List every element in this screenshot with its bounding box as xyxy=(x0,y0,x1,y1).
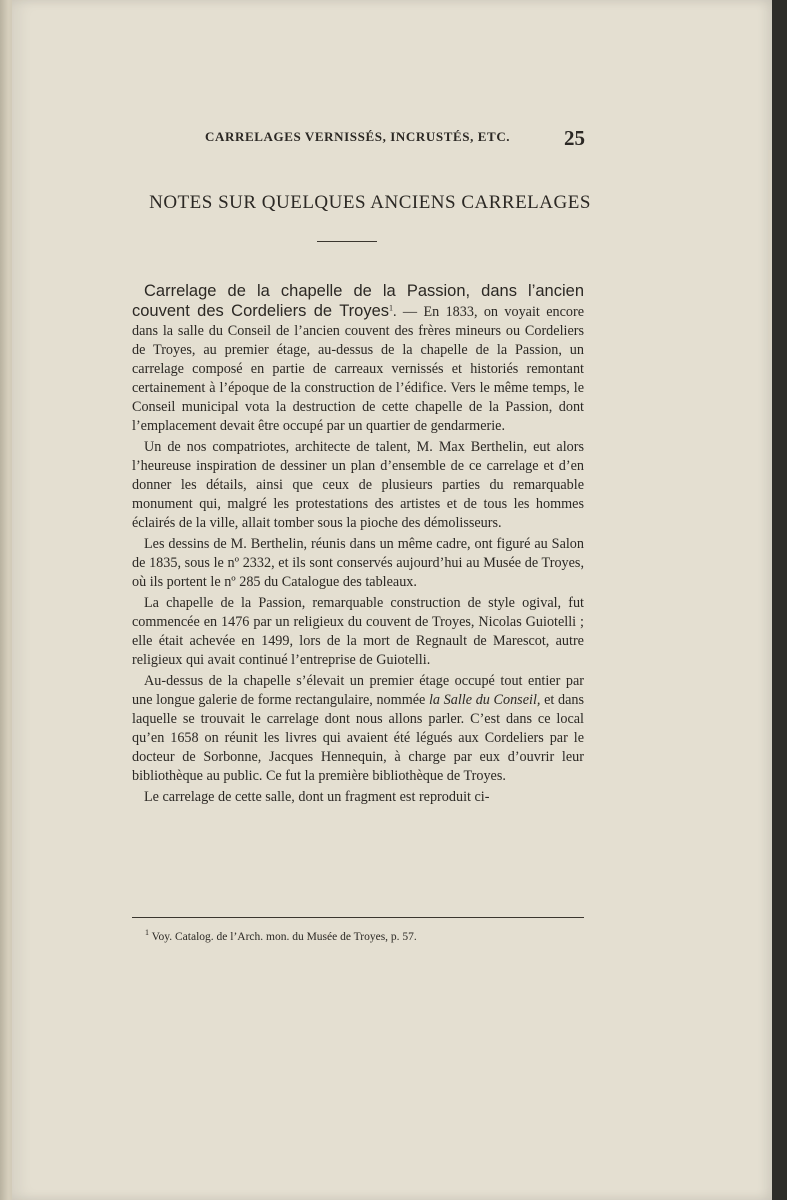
page-title: NOTES SUR QUELQUES ANCIENS CARRELAGES xyxy=(149,192,591,213)
footnote-text: Voy. Catalog. de l’Arch. mon. du Musée de Troyes, p. 57. xyxy=(151,931,417,943)
footnote-reference: 1 xyxy=(389,303,394,313)
footnote-divider xyxy=(132,917,584,918)
paragraph: Le carrelage de cette salle, dont un fragment est reproduit ci- xyxy=(144,789,490,805)
italic-phrase: la Salle du Conseil, xyxy=(428,692,541,708)
running-title: CARRELAGES VERNISSÉS, INCRUSTÉS, ETC. xyxy=(205,129,511,144)
article-body xyxy=(132,282,584,807)
paragraph xyxy=(132,282,584,436)
paragraph: La chapelle de la Passion, remarquable construction de style ogival, fut commencée en 1476 par un religieux du couvent de Troyes, Nicolas Guiotelli ; elle était achevée en 1499, lors de la mort de Regnault de Marescot, autre religieux qui avait continué l’entreprise de Guiotelli. xyxy=(132,595,584,668)
paragraph: Un de nos compatriotes, architecte de talent, M. Max Berthelin, eut alors l’heureuse inspiration de dessiner un plan d’ensemble de ce carrelage et d’en donner les détails, ainsi que ceux de plusieurs parties du remarquable monument qui, malgré les protestations des artistes et de tous les hommes éclairés de la ville, allait tomber sous la pioche des démolisseurs. xyxy=(132,439,584,531)
section-lead-in: Carrelage de la chapelle de la Passion, dans l’ancien couvent des Cordeliers de Troyes xyxy=(132,282,584,320)
page-number: 25 xyxy=(564,126,585,150)
footnote-mark: 1 xyxy=(145,928,149,938)
title-divider xyxy=(317,241,377,242)
footnote xyxy=(145,928,575,943)
paragraph-text: et dans laquelle se trouvait le carrelage dont nous allons parler. C’est dans ce local qu’en 1658 on réunit les livres qui avaient été légués aux Cordeliers par le docteur de Sorbonne, Jacques Hennequin, à charge par eux d’ouvrir leur bibliothèque au public. Ce fut la première bibliothèque de Troyes. xyxy=(132,692,584,784)
paragraph: Les dessins de M. Berthelin, réunis dans un même cadre, ont figuré au Salon de 1835, sous le nº 2332, et ils sont conservés aujourd’hui au Musée de Troyes, où ils portent le nº 285 du Catalogue des tableaux. xyxy=(132,536,584,590)
paragraph-text: . — En 1833, on voyait encore dans la salle du Conseil de l’ancien couvent des frères mineurs ou Cordeliers de Troyes, au premier étage, au-dessus de la chapelle de la Passion, un carrelage composé en partie de carreaux vernissés et historiés remontant certainement à l’époque de la construction de l’édifice. Vers le même temps, le Conseil municipal vota la destruction de cette chapelle de la Passion, dont l’emplacement devait être occupé par un quartier de gendarmerie. xyxy=(132,304,584,434)
dark-background xyxy=(772,0,787,1200)
running-header xyxy=(205,126,600,150)
paragraph-text: Au-dessus de la chapelle s’élevait un premier étage occupé tout entier par une longue galerie de forme rectangulaire, nommée xyxy=(132,673,584,708)
paragraph xyxy=(132,672,584,786)
